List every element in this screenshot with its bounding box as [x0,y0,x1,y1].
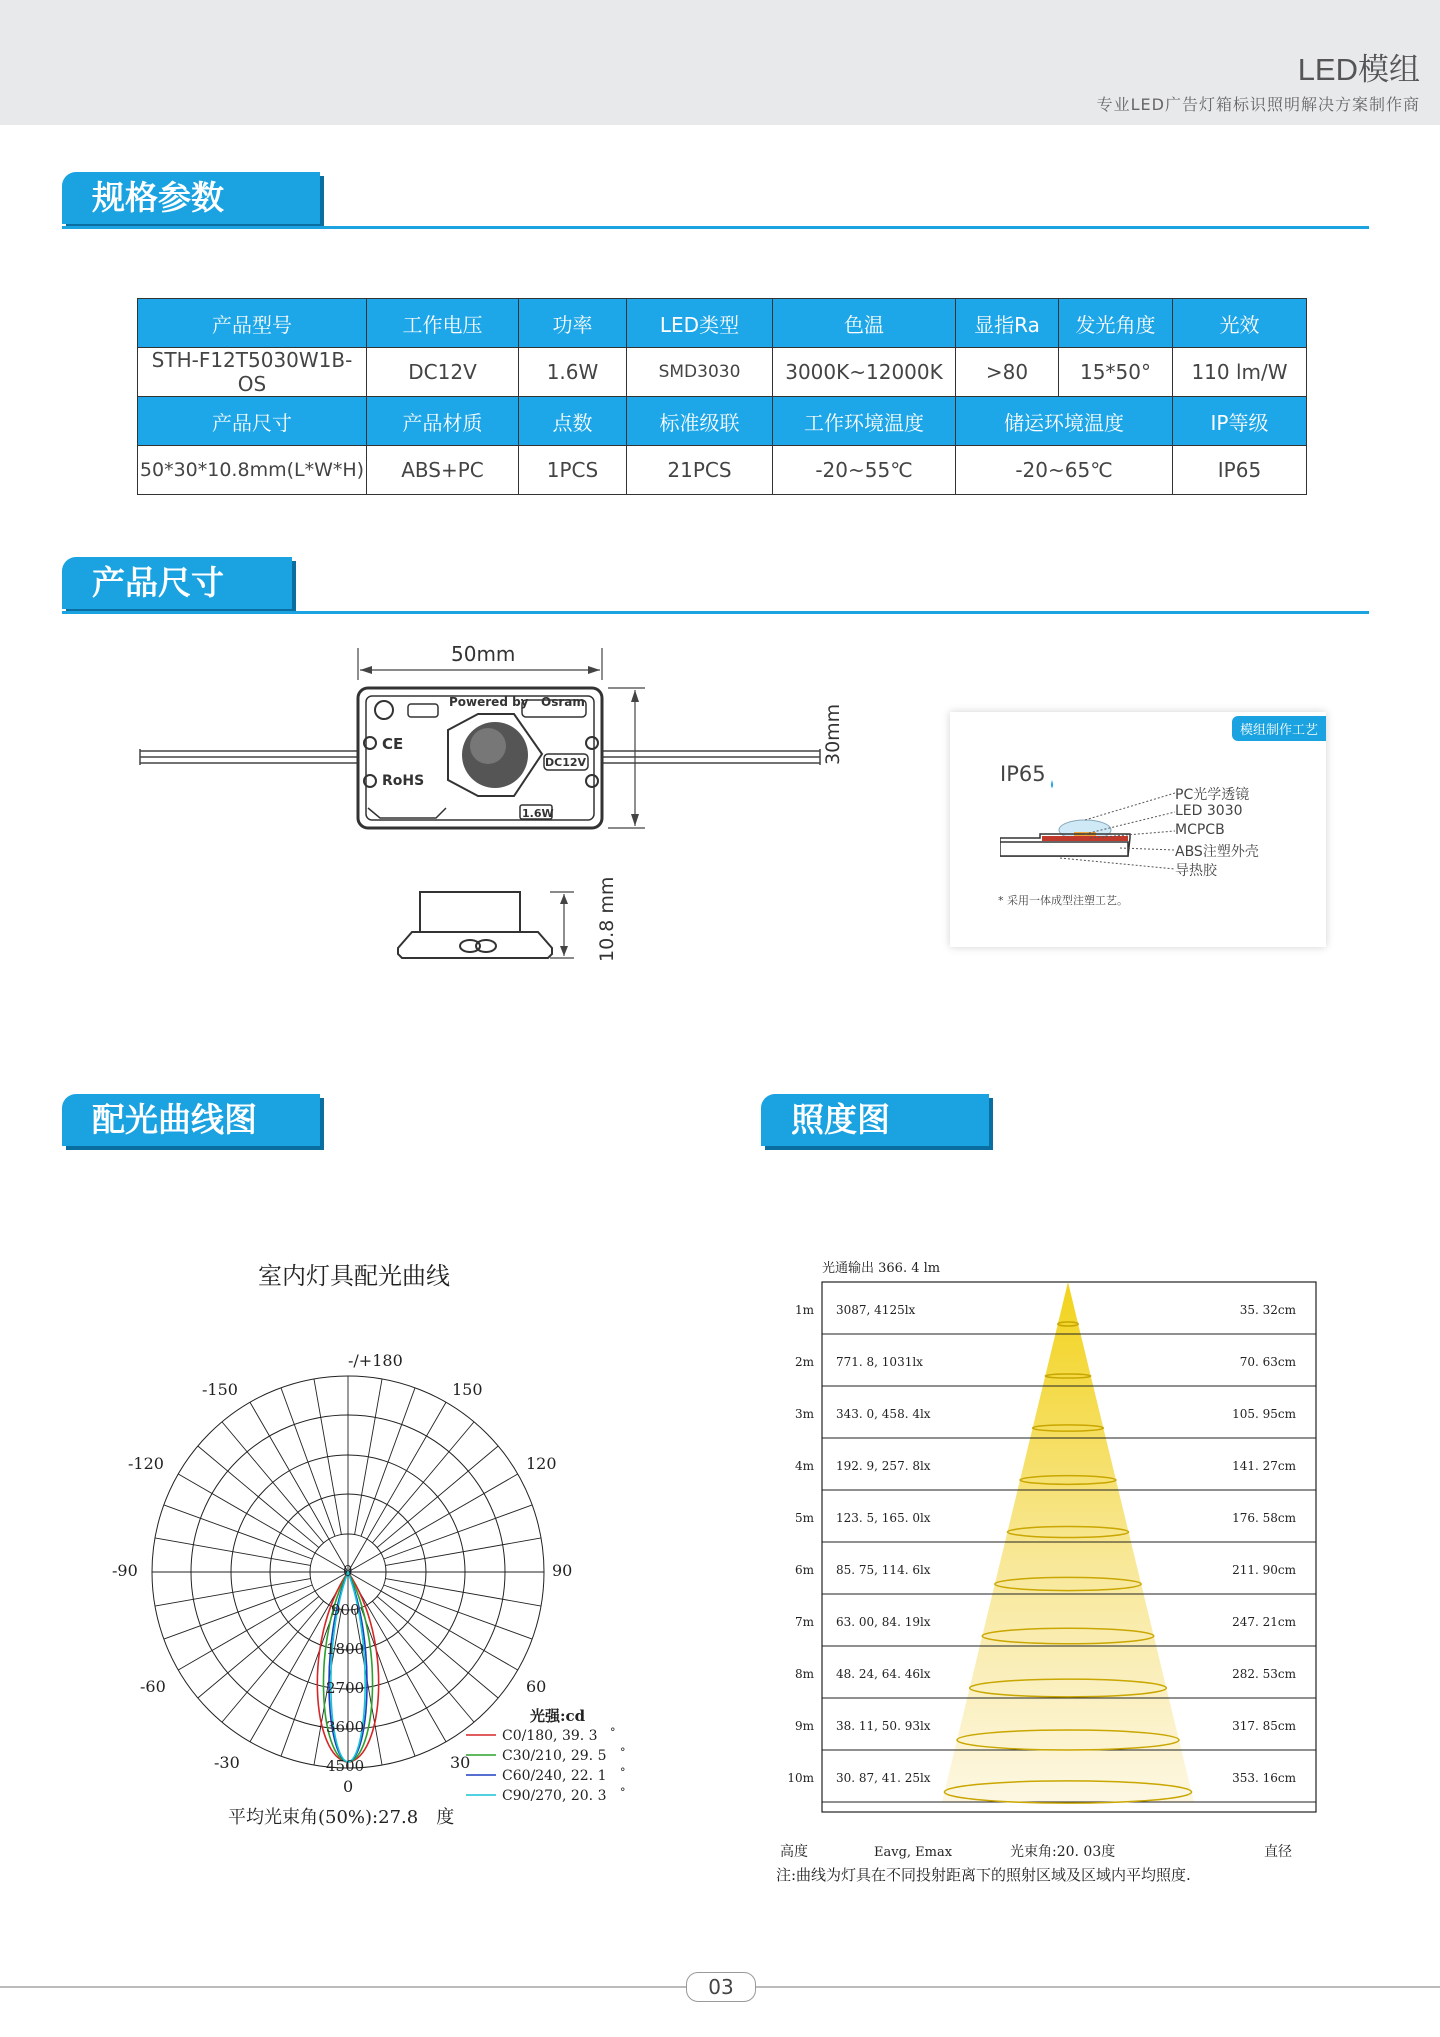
table-header-cell: 光效 [1173,299,1307,348]
radial-label: 0 [343,1562,353,1580]
legend-label: C30/210, 29. 5 [502,1748,607,1764]
process-badge: 模组制作工艺 [1232,716,1326,741]
radial-label: 3600 [326,1718,365,1736]
illum-height: 2m [794,1355,814,1369]
table-header-cell: 储运环境温度 [956,397,1173,446]
brand-title: LED模组 [1297,52,1420,87]
process-card [950,712,1326,947]
footer-height: 高度 [780,1844,808,1860]
illum-lux: 30. 87, 41. 25lx [836,1771,931,1785]
table-header-cell: 点数 [519,397,627,446]
illum-height: 4m [794,1459,814,1473]
radial-label: 4500 [326,1757,365,1775]
illum-lux: 123. 5, 165. 0lx [836,1511,931,1525]
spec-value-row-2 [138,446,1307,495]
legend-unit: ° [620,1746,626,1759]
angle-label: 0 [343,1777,354,1796]
polar-spoke [377,1596,498,1698]
section-title-spec: 规格参数 [62,172,320,224]
spec-header-row-1 [138,299,1307,348]
ip-rating: IP65 [1000,762,1046,786]
illum-diameter: 353. 16cm [1232,1771,1296,1785]
table-cell: 15*50° [1059,348,1173,397]
illum-diameter: 105. 95cm [1232,1407,1296,1421]
polar-spoke [155,1538,311,1565]
illum-lux: 343. 0, 458. 4lx [836,1407,931,1421]
legend-label: C0/180, 39. 3 [502,1728,598,1744]
section-divider [62,226,1369,229]
angle-label: -30 [214,1753,240,1772]
illum-height: 8m [794,1667,814,1681]
angle-label: -90 [112,1561,138,1580]
section-size [62,557,1369,615]
table-header-cell: 产品材质 [367,397,519,446]
illum-diameter: 282. 53cm [1232,1667,1296,1681]
footer-diameter: 直径 [1264,1844,1292,1860]
dim-thickness-label: 10.8 mm [596,876,618,962]
table-cell: IP65 [1173,446,1307,495]
footer-lux: Eavg, Emax [874,1845,953,1860]
module-mark-ce: CE [382,735,404,753]
dim-width-label: 50mm [451,642,516,666]
section-polar [62,1094,298,1152]
polar-spoke [155,1579,311,1606]
layer-label: ABS注塑外壳 [1175,844,1259,860]
angle-label: -120 [128,1454,164,1473]
spec-header-row-2 [138,397,1307,446]
table-cell: >80 [956,348,1059,397]
table-cell: DC12V [367,348,519,397]
illum-lux: 85. 75, 114. 6lx [836,1563,931,1577]
page-number: 03 [686,1972,756,2002]
radial-label: 900 [331,1601,360,1619]
table-cell: STH-F12T5030W1B-OS [138,348,367,397]
angle-label: 90 [552,1561,573,1580]
table-cell: 1.6W [519,348,627,397]
table-cell: 3000K~12000K [773,348,956,397]
legend-unit: ° [620,1766,626,1779]
polar-chart-title: 室内灯具配光曲线 [258,1262,450,1290]
table-cell: -20~65℃ [956,446,1173,495]
angle-label: -/+180 [348,1351,403,1370]
illum-lux: 63. 00, 84. 19lx [836,1615,931,1629]
illum-diameter: 141. 27cm [1232,1459,1296,1473]
polar-spoke [385,1579,541,1606]
polar-spoke [384,1505,532,1559]
illum-height: 7m [794,1615,814,1629]
layer-label: PC光学透镜 [1175,787,1250,803]
illum-diameter: 247. 21cm [1232,1615,1296,1629]
illum-note: 注:曲线为灯具在不同投射距离下的照射区域及区域内平均照度. [776,1866,1191,1884]
table-cell: -20~55℃ [773,446,956,495]
table-header-cell: 产品尺寸 [138,397,367,446]
radial-label: 1800 [326,1640,365,1658]
illum-height: 3m [794,1407,814,1421]
radial-label: 2700 [326,1679,365,1697]
table-header-cell: 工作电压 [367,299,519,348]
section-divider [62,611,1369,614]
polar-spoke [198,1596,319,1698]
table-cell: SMD3030 [627,348,773,397]
illum-diameter: 35. 32cm [1239,1303,1296,1317]
table-header-cell: 色温 [773,299,956,348]
legend-unit: ° [610,1726,616,1739]
polar-spoke [164,1505,312,1559]
table-header-cell: 显指Ra [956,299,1059,348]
illum-height: 10m [787,1771,814,1785]
illum-height: 6m [794,1563,814,1577]
illum-lux: 3087, 4125lx [836,1303,916,1317]
section-title-size: 产品尺寸 [62,557,292,609]
illum-height: 1m [794,1303,814,1317]
legend-title: 光强:cd [530,1707,586,1725]
illum-height: 5m [794,1511,814,1525]
polar-legend [466,1707,626,1804]
polar-chart [100,1340,660,1810]
illuminance-chart [770,1250,1330,1890]
angle-label: 120 [526,1454,557,1473]
footer-angle: 光束角:20. 03度 [1010,1844,1116,1860]
table-header-cell: 功率 [519,299,627,348]
table-header-cell: 标准级联 [627,397,773,446]
dim-height-label: 30mm [822,703,844,765]
module-mark-power: 1.6W [522,807,554,820]
layer-label: MCPCB [1175,822,1225,838]
polar-spoke [377,1446,498,1548]
legend-unit: ° [620,1786,626,1799]
legend-label: C60/240, 22. 1 [502,1768,607,1784]
module-dimension-drawing [130,640,890,970]
polar-spoke [361,1388,415,1536]
polar-footer: 平均光束角(50%):27.8 度 [228,1807,455,1828]
section-spec [62,172,1369,230]
table-header-cell: 发光角度 [1059,299,1173,348]
polar-spoke [198,1446,319,1548]
legend-label: C90/270, 20. 3 [502,1788,607,1804]
angle-label: 30 [450,1753,471,1772]
brand-tagline: 专业LED广告灯箱标识照明解决方案制作商 [1096,95,1420,114]
layer-cross-section [1000,772,1180,872]
section-illum [761,1094,997,1152]
illum-lux: 48. 24, 64. 46lx [836,1667,931,1681]
illum-lux: 771. 8, 1031lx [836,1355,923,1369]
section-title-illum: 照度图 [761,1094,989,1146]
polar-spoke [372,1422,474,1543]
module-mark-osram: Osram [541,695,585,709]
angle-label: -60 [140,1677,166,1696]
layer-label: LED 3030 [1175,803,1243,819]
angle-label: 150 [452,1380,483,1399]
module-mark-rohs: RoHS [382,773,425,789]
process-note: * 采用一体成型注塑工艺。 [998,894,1128,907]
table-cell: ABS+PC [367,446,519,495]
section-title-polar: 配光曲线图 [62,1094,320,1146]
polar-spoke [314,1379,341,1535]
illum-height: 9m [794,1719,814,1733]
angle-label: -150 [202,1380,238,1399]
module-mark-voltage: DC12V [545,756,587,769]
polar-spoke [222,1601,324,1722]
illum-lux: 38. 11, 50. 93lx [836,1719,931,1733]
table-cell: 110 lm/W [1173,348,1307,397]
illum-diameter: 211. 90cm [1232,1563,1296,1577]
table-header-cell: IP等级 [1173,397,1307,446]
table-header-cell: 产品型号 [138,299,367,348]
table-cell: 1PCS [519,446,627,495]
illum-diameter: 70. 63cm [1239,1355,1296,1369]
flux-label: 光通输出 366. 4 lm [822,1261,941,1276]
polar-spoke [372,1601,474,1722]
spec-value-row-1 [138,348,1307,397]
table-cell: 50*30*10.8mm(L*W*H) [138,446,367,495]
module-mark-powered: Powered by [449,695,529,709]
table-header-cell: 工作环境温度 [773,397,956,446]
polar-spoke [222,1422,324,1543]
illum-diameter: 176. 58cm [1232,1511,1296,1525]
table-cell: 21PCS [627,446,773,495]
polar-spoke [384,1585,532,1639]
illum-diameter: 317. 85cm [1232,1719,1296,1733]
polar-spoke [361,1608,415,1756]
table-header-cell: LED类型 [627,299,773,348]
polar-spoke [281,1388,335,1536]
illum-lux: 192. 9, 257. 8lx [836,1459,931,1473]
layer-label: 导热胶 [1175,863,1217,879]
spec-table [137,298,1307,495]
polar-spoke [355,1379,382,1535]
polar-spoke [164,1585,312,1639]
polar-spoke [385,1538,541,1565]
angle-label: 60 [526,1677,547,1696]
